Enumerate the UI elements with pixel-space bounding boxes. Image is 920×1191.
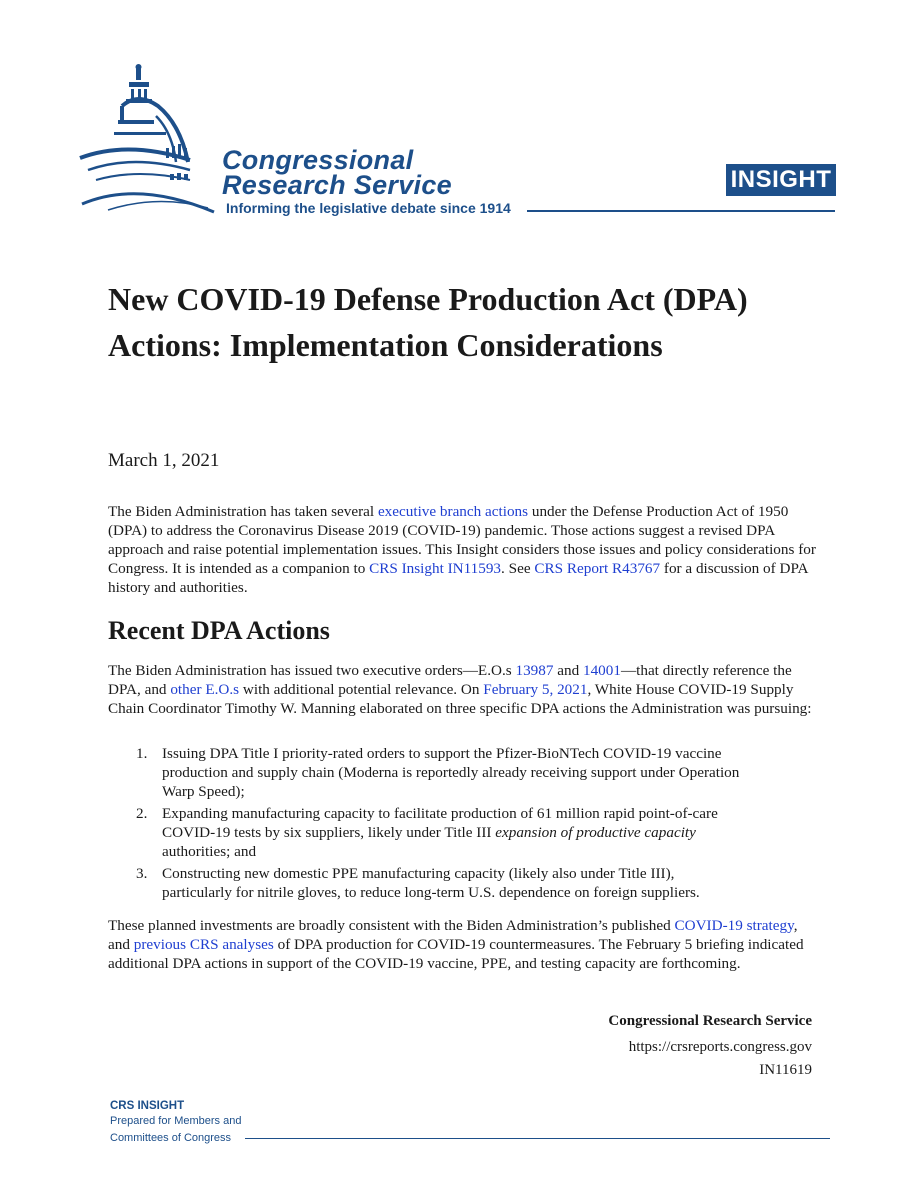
section-heading: Recent DPA Actions	[108, 616, 330, 645]
publication-date: March 1, 2021	[108, 450, 220, 471]
recent-actions-paragraph	[108, 661, 818, 718]
recent-text-2: and	[553, 662, 583, 679]
intro-text-4: for a discussion of DPA history and authorities.	[108, 560, 808, 596]
eo-14001-link[interactable]: 14001	[582, 662, 621, 679]
report-id: IN11619	[759, 1062, 812, 1078]
closing-text-2: , and	[108, 917, 798, 953]
list-number: 2.	[136, 805, 148, 822]
brand-name-line1: Congressional	[222, 145, 414, 175]
covid-strategy-link[interactable]: COVID-19 strategy	[674, 917, 794, 934]
footer-url: https://crsreports.congress.gov	[628, 1039, 812, 1055]
eo-13987-link[interactable]: 13987	[515, 662, 554, 679]
list-item-emphasis: expansion of productive capacity	[495, 824, 696, 841]
intro-text-1: The Biden Administration has taken several	[108, 503, 378, 520]
footer-divider	[245, 1138, 830, 1139]
list-item	[108, 744, 748, 801]
recent-text-1: The Biden Administration has issued two executive orders—E.O.s	[108, 662, 516, 679]
prepared-for-line1: Prepared for Members and	[110, 1115, 242, 1127]
previous-crs-analyses-link[interactable]: previous CRS analyses	[133, 936, 274, 953]
list-item-text: authorities; and	[162, 843, 257, 860]
other-eos-link[interactable]: other E.O.s	[170, 681, 240, 698]
page-title: New COVID-19 Defense Production Act (DPA) Actions: Implementation Considerations	[108, 281, 748, 363]
footer-organization: Congressional Research Service	[608, 1013, 812, 1029]
intro-text-2: under the Defense Production Act of 1950 (DPA) to address the Coronavirus Disease 2019 (COVID-19) pandemic. Those actions suggest a revised DPA approach and raise potential implementation issues. This Insight considers those issues and policy considerations for Congress. It is intended as a companion to	[108, 503, 816, 577]
brand-name-line2: Research Service	[222, 170, 452, 200]
crs-report-link[interactable]: CRS Report R43767	[534, 560, 661, 577]
capitol-dome-logo-icon	[78, 62, 220, 214]
list-item	[108, 804, 748, 861]
intro-text-3: . See	[501, 560, 535, 577]
recent-text-4: with additional potential relevance. On	[239, 681, 484, 698]
closing-paragraph	[108, 916, 818, 973]
closing-text-3: of DPA production for COVID-19 countermeasures. The February 5 briefing indicated additional DPA actions in support of the COVID-19 vaccine, PPE, and testing capacity are forthcoming.	[108, 936, 804, 972]
list-number: 3.	[136, 865, 148, 882]
list-item-text: Expanding manufacturing capacity to facilitate production of 61 million rapid point-of-care COVID-19 tests by six suppliers, likely under Title III	[162, 805, 718, 841]
recent-text-5: , White House COVID-19 Supply Chain Coordinator Timothy W. Manning elaborated on three specific DPA actions the Administration was pursuing:	[108, 681, 812, 717]
dpa-actions-list	[108, 744, 748, 905]
list-item-text: Issuing DPA Title I priority-rated orders to support the Pfizer-BioNTech COVID-19 vaccine production and supply chain (Moderna is reportedly already receiving support under Operation Warp Speed);	[162, 745, 740, 800]
prepared-for-line2: Committees of Congress	[110, 1132, 232, 1144]
brand-tagline: Informing the legislative debate since 1914	[226, 200, 511, 216]
recent-text-3: —that directly reference the DPA, and	[108, 662, 792, 698]
february-5-link[interactable]: February 5, 2021	[483, 681, 588, 698]
crs-insight-label: CRS INSIGHT	[110, 1100, 185, 1112]
list-number: 1.	[136, 745, 148, 762]
insight-badge: INSIGHT	[726, 164, 836, 196]
intro-paragraph	[108, 502, 818, 597]
closing-text-1: These planned investments are broadly consistent with the Biden Administration’s published	[108, 917, 675, 934]
header-divider	[527, 210, 835, 212]
list-item-text: Constructing new domestic PPE manufacturing capacity (likely also under Title III), particularly for nitrile gloves, to reduce long-term U.S. dependence on foreign suppliers.	[162, 865, 700, 901]
executive-branch-actions-link[interactable]: executive branch actions	[377, 503, 529, 520]
crs-insight-link[interactable]: CRS Insight IN11593	[369, 560, 502, 577]
list-item	[108, 864, 748, 902]
